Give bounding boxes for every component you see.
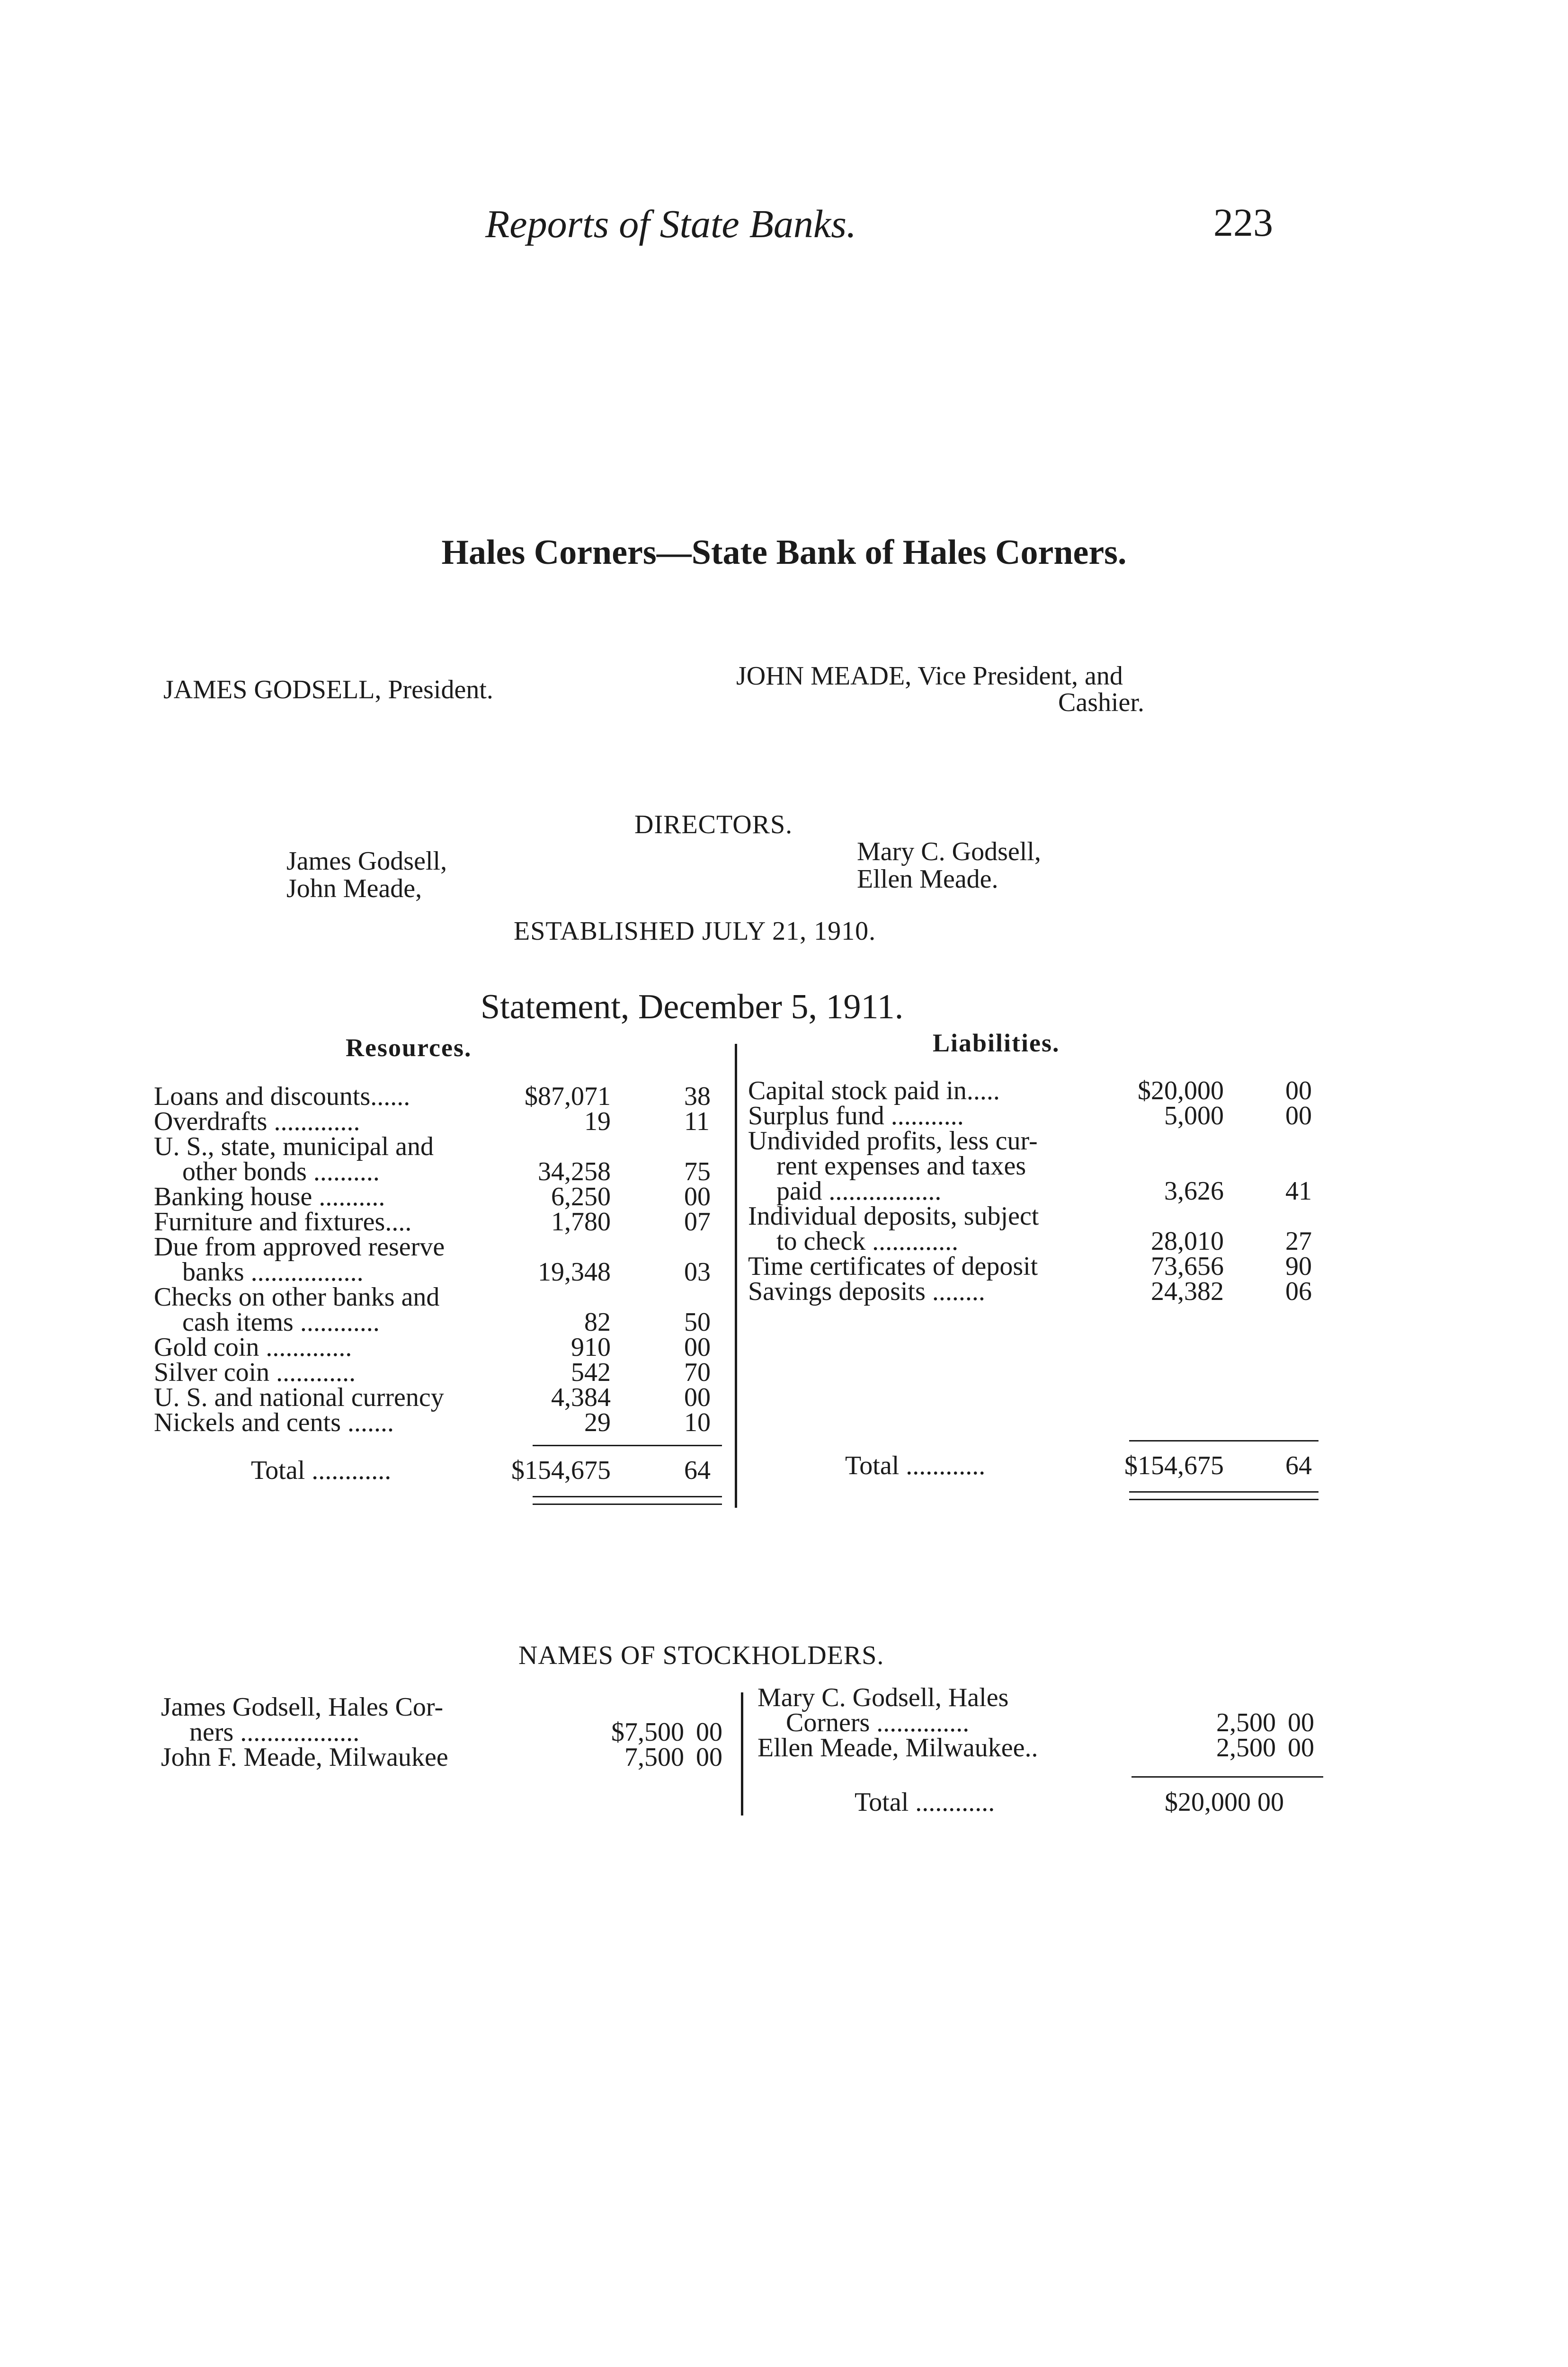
column-divider [741,1692,743,1815]
row-dollars: 1,780 [551,1207,611,1237]
ledger-row [154,1159,731,1184]
row-dollars: 73,656 [1151,1252,1224,1281]
row-label: Nickels and cents ....... [154,1408,394,1437]
ledger-row [154,1207,731,1237]
stockholder-row [161,1745,734,1770]
row-cents: 00 [696,1743,722,1772]
row-dollars: 82 [584,1308,611,1337]
stockholder-row [757,1735,1326,1761]
row-cents: 06 [1285,1277,1312,1306]
total-cents: 64 [684,1456,711,1485]
row-label: Corners .............. [786,1708,970,1737]
row-cents: 70 [684,1358,711,1387]
stockholders-heading: NAMES OF STOCKHOLDERS. [518,1641,884,1670]
row-label: Surplus fund ........... [748,1101,964,1130]
row-dollars: 3,626 [1164,1176,1224,1206]
row-dollars: 34,258 [538,1157,611,1186]
directors-left-list [286,847,447,902]
ledger-row [154,1385,731,1410]
running-title: Reports of State Banks. [485,202,856,246]
stockholders-left [161,1692,734,1772]
stockholder-row [161,1692,734,1722]
row-label: Loans and discounts...... [154,1082,410,1111]
ledger-row [154,1257,731,1287]
row-dollars: 28,010 [1151,1227,1224,1256]
stockholder-row [757,1710,1326,1735]
total-label: Total ............ [845,1451,986,1480]
row-dollars: 910 [571,1333,611,1362]
stockholders-right [757,1685,1326,1761]
resources-total-row [154,1458,731,1483]
resources-ledger [154,1084,731,1435]
director-name: James Godsell, [286,846,447,876]
ledger-row [748,1201,1326,1231]
row-label: U. S. and national currency [154,1383,444,1412]
ledger-row [748,1151,1326,1181]
row-cents: 00 [684,1383,711,1412]
row-cents: 07 [684,1207,711,1237]
ledger-row [154,1134,731,1159]
row-cents: 75 [684,1157,711,1186]
president-line: JAMES GODSELL, President. [163,675,493,704]
row-label: Savings deposits ........ [748,1277,985,1306]
row-dollars: 6,250 [551,1182,611,1211]
row-cents: 10 [684,1408,711,1437]
page-number: 223 [1213,201,1273,245]
row-cents: 27 [1285,1227,1312,1256]
ledger-row [154,1109,731,1134]
row-dollars: $87,071 [525,1082,611,1111]
row-label: James Godsell, Hales Cor- [161,1692,444,1722]
ledger-row [748,1103,1326,1129]
row-label: rent expenses and taxes [776,1151,1026,1181]
row-cents: 38 [684,1082,711,1111]
row-label: Gold coin ............. [154,1333,352,1362]
ledger-row [154,1360,731,1385]
ledger-row [748,1254,1326,1279]
row-dollars: 19 [584,1107,611,1136]
stockholder-row [757,1685,1326,1710]
row-dollars: 4,384 [551,1383,611,1412]
liabilities-heading: Liabilities. [933,1029,1060,1057]
row-label: Undivided profits, less cur- [748,1126,1038,1156]
ledger-row [154,1184,731,1210]
vice-president-line [736,663,1276,716]
row-cents: 00 [696,1717,722,1747]
row-label: U. S., state, municipal and [154,1132,434,1161]
row-dollars: 29 [584,1408,611,1437]
statement-title: Statement, December 5, 1911. [481,988,904,1026]
ledger-row [748,1229,1326,1254]
row-cents: 00 [1285,1101,1312,1130]
director-name: John Meade, [286,874,422,903]
row-dollars: 19,348 [538,1257,611,1287]
row-cents: 50 [684,1308,711,1337]
row-label: ners .................. [189,1717,360,1747]
row-dollars: $7,500 [611,1717,684,1747]
row-label: Mary C. Godsell, Hales [757,1683,1009,1712]
liabilities-ledger [748,1078,1326,1304]
stockholders-total-label: Total ............ [855,1788,995,1817]
row-label: Checks on other banks and [154,1282,440,1312]
ledger-row [154,1232,731,1262]
row-label: Capital stock paid in..... [748,1076,1000,1105]
row-label: Overdrafts ............. [154,1107,360,1136]
column-divider [735,1044,737,1508]
row-label: Due from approved reserve [154,1232,445,1262]
total-label: Total ............ [251,1456,392,1485]
established-date: ESTABLISHED JULY 21, 1910. [514,917,876,946]
row-cents: 00 [684,1333,711,1362]
row-dollars: 7,500 [624,1743,684,1772]
row-cents: 90 [1285,1252,1312,1281]
row-label: Ellen Meade, Milwaukee.. [757,1733,1038,1762]
stockholders-total-amount: $20,000 00 [1165,1788,1284,1817]
total-row [748,1453,1326,1478]
total-row [154,1458,731,1483]
row-dollars: 542 [571,1358,611,1387]
row-cents: 11 [684,1107,710,1136]
row-label: Furniture and fixtures.... [154,1207,412,1237]
ledger-row [154,1310,731,1335]
double-rule-top [533,1496,722,1497]
directors-right-list [857,838,1041,893]
vice-president-text: JOHN MEADE, Vice President, and [736,661,1123,691]
row-dollars: $20,000 [1138,1076,1224,1105]
total-dollars: $154,675 [511,1456,611,1485]
cashier-text: Cashier. [1058,688,1144,717]
subtotal-rule [1129,1440,1319,1442]
row-dollars: 2,500 [1216,1708,1276,1737]
row-label: Banking house .......... [154,1182,385,1211]
ledger-row [748,1126,1326,1156]
double-rule-bottom [533,1504,722,1505]
row-cents: 00 [1288,1733,1314,1762]
ledger-row [748,1078,1326,1103]
total-cents: 64 [1285,1451,1312,1480]
stockholder-row [161,1717,734,1747]
row-dollars: 24,382 [1151,1277,1224,1306]
liabilities-total-row [748,1453,1326,1478]
resources-heading: Resources. [346,1033,472,1062]
row-cents: 00 [684,1182,711,1211]
ledger-row [154,1282,731,1312]
ledger-row [154,1410,731,1435]
directors-heading: DIRECTORS. [634,810,793,839]
row-label: Time certificates of deposit [748,1252,1038,1281]
row-label: cash items ............ [182,1308,380,1337]
ledger-row [154,1084,731,1109]
row-label: to check ............. [776,1227,959,1256]
row-label: paid ................. [776,1176,942,1206]
bank-title: Hales Corners—State Bank of Hales Corners. [441,533,1127,572]
double-rule-top [1129,1491,1319,1493]
ledger-row [748,1176,1326,1206]
subtotal-rule [533,1445,722,1446]
subtotal-rule [1131,1776,1323,1778]
row-cents: 00 [1285,1076,1312,1105]
row-cents: 03 [684,1257,711,1287]
row-dollars: 5,000 [1164,1101,1224,1130]
row-label: Individual deposits, subject [748,1201,1039,1231]
director-name: Ellen Meade. [857,864,998,894]
director-name: Mary C. Godsell, [857,837,1041,866]
row-cents: 41 [1285,1176,1312,1206]
row-label: banks ................. [182,1257,364,1287]
row-label: John F. Meade, Milwaukee [161,1743,448,1772]
double-rule-bottom [1129,1499,1319,1500]
row-label: other bonds .......... [182,1157,380,1186]
ledger-row [748,1279,1326,1304]
row-cents: 00 [1288,1708,1314,1737]
ledger-row [154,1335,731,1360]
row-dollars: 2,500 [1216,1733,1276,1762]
row-label: Silver coin ............ [154,1358,356,1387]
total-dollars: $154,675 [1124,1451,1224,1480]
